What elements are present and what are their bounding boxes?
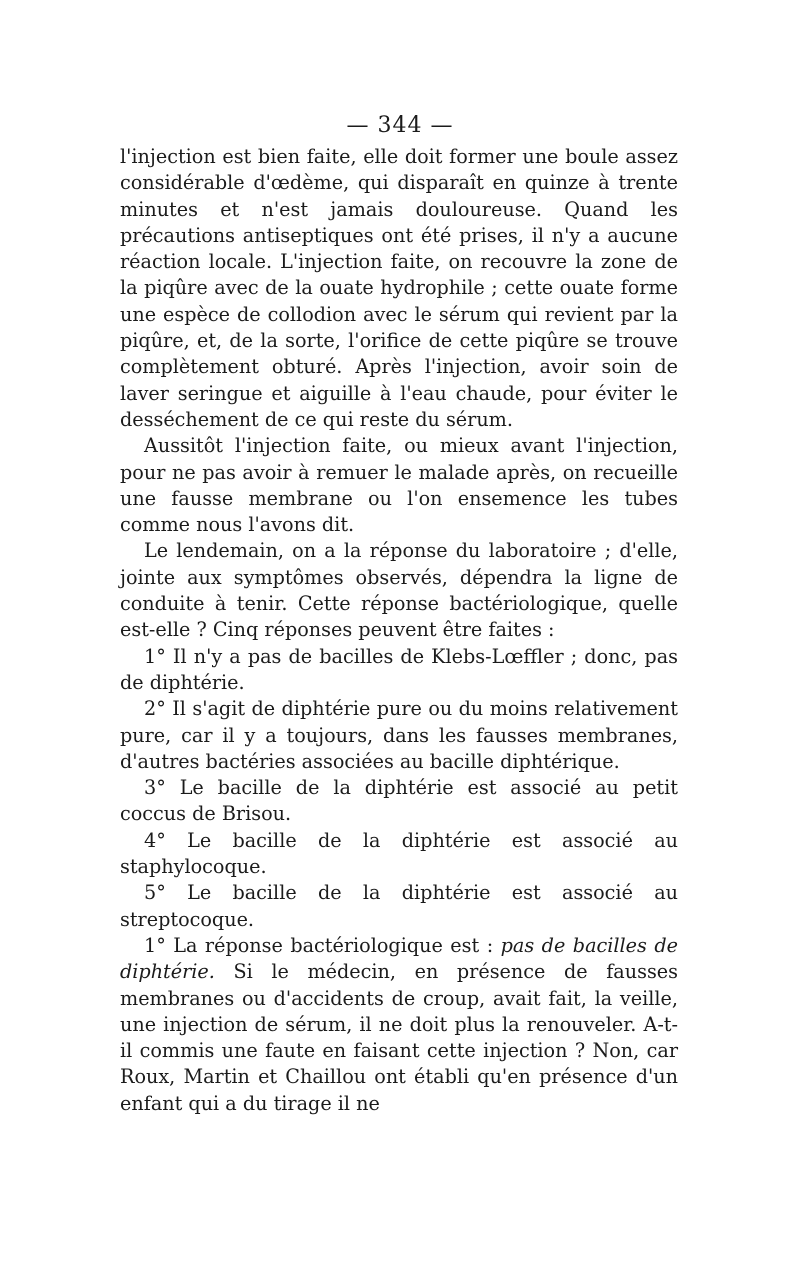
list-item-2: 2° Il s'agit de diphtérie pure ou du moins relativement pure, car il y a toujours, dans les fausses membranes, d'autres bactéries associées au bacille diphtérique.: [120, 697, 678, 773]
list-item-3: 3° Le bacille de la diphtérie est associé au petit coccus de Brisou.: [120, 776, 678, 826]
paragraph-3: Le lendemain, on a la réponse du laboratoire ; d'elle, jointe aux symptômes observés, dépendra la ligne de conduite à tenir. Cette réponse bactériologique, quelle est-elle ? Cinq réponses peuvent être faites :: [120, 539, 678, 642]
paragraph-last-end: Si le médecin, en présence de fausses membranes ou d'accidents de croup, avait fait, la veille, une injection de sérum, il ne doit plus la renouveler. A-t-il commis une faute en faisant cette injection ? Non, car Roux, Martin et Chaillou ont établi qu'en présence d'un enfant qui a du tirage il ne: [120, 960, 678, 1115]
paragraph-last-start: 1° La réponse bactériologique est :: [144, 933, 501, 957]
list-item-4: 4° Le bacille de la diphtérie est associé au staphylocoque.: [120, 828, 678, 879]
paragraph-2: Aussitôt l'injection faite, ou mieux avant l'injection, pour ne pas avoir à remuer le malade après, on recueille une fausse membrane ou l'on ensemence les tubes comme nous l'avons dit.: [120, 434, 678, 537]
body-text: [120, 144, 678, 1117]
paragraph-1: l'injection est bien faite, elle doit former une boule assez considérable d'œdème, qui disparaît en quinze à trente minutes et n'est jamais douloureuse. Quand les précautions antiseptiques ont été prises, il n'y a aucune réaction locale. L'injection faite, on recouvre la zone de la piqûre avec de la ouate hydrophile ; cette ouate forme une espèce de collodion avec le sérum qui revient par la piqûre, et, de la sorte, l'orifice de cette piqûre se trouve complètement obturé. Après l'injection, avoir soin de laver seringue et aiguille à l'eau chaude, pour éviter le desséchement de ce qui reste du sérum.: [120, 145, 678, 431]
list-item-1: 1° Il n'y a pas de bacilles de Klebs-Lœffler ; donc, pas de diphtérie.: [120, 644, 678, 694]
paragraph-last: [120, 933, 678, 1117]
page-number: — 344 —: [346, 113, 454, 138]
paragraph-last-italic: pas de bacilles de diphtérie.: [120, 933, 678, 984]
list-item-5: 5° Le bacille de la diphtérie est associé au streptocoque.: [120, 881, 678, 931]
